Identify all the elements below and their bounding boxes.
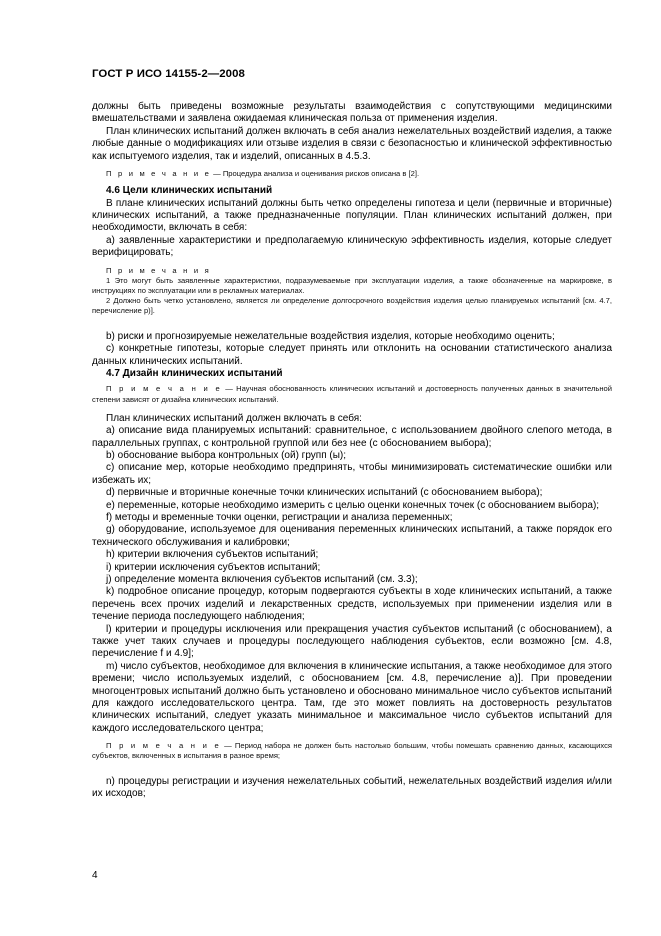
list-item: a) описание вида планируемых испытаний: сравнительное, с использованием двойного слепого метода, в параллельных группах, с контрольной группой или без нее (с обоснованием выбора);	[92, 425, 612, 449]
note	[92, 384, 612, 404]
note-text: — Научная обоснованность клинических испытаний и достоверность полученных данных в значительной степени зависят от дизайна клинических испытаний.	[92, 384, 612, 404]
note-item: 1 Это могут быть заявленные характеристики, подразумеваемые при эксплуатации изделия, а также обозначенные на маркировке, в инструкциях по эксплуатации или в рекламных материалах.	[92, 275, 612, 296]
list-item: j) определение момента включения субъектов испытаний (см. 3.3);	[106, 574, 418, 585]
list-item: a) заявленные характеристики и предполагаемую клиническую эффективность изделия, которые следует верифицировать;	[92, 234, 612, 259]
list-item: n) процедуры регистрации и изучения нежелательных событий, нежелательных воздействий изделия и/или их исходов;	[92, 775, 612, 800]
note-text: — Период набора не должен быть настолько большим, чтобы помешать сравнению данных, касающихся субъектов, включенных в испытания в разное время;	[92, 741, 612, 761]
list-item: k) подробное описание процедур, которым подвергаются субъекты в ходе клинических испытаний, а также перечень всех прочих изделий и лекарственных средств, используемых при применении изделия или в течение периода последующего наблюдения;	[92, 586, 612, 623]
page-number: 4	[92, 870, 98, 881]
list-item: d) первичные и вторичные конечные точки клинических испытаний (с обоснованием выбора);	[106, 487, 543, 499]
list-item: b) обоснование выбора контрольных (ой) групп (ы);	[106, 449, 347, 461]
list-item: c) конкретные гипотезы, которые следует принять или отклонить на основании статистического анализа данных клинических испытаний.	[92, 343, 612, 367]
list-item: i) критерии исключения субъектов испытаний;	[106, 561, 321, 573]
note-item: 2 Должно быть четко установлено, является ли определение долгосрочного воздействия изделия целью планируемых испытаний [см. 4.7, перечисление р)].	[92, 296, 612, 316]
list-item: c) описание мер, которые необходимо предпринять, чтобы минимизировать систематические ошибки или избежать их;	[92, 462, 612, 486]
list-item: h) критерии включения субъектов испытаний;	[106, 549, 319, 561]
list-item: f) методы и временные точки оценки, регистрации и анализа переменных;	[106, 511, 453, 523]
paragraph: В плане клинических испытаний должны быть четко определены гипотеза и цели (первичные и вторичные) клинических испытаний, а также предназначенные популяции. План клинических испытаний должен, при необходимости, включать в себя:	[92, 197, 612, 234]
paragraph: должны быть приведены возможные результаты взаимодействия с сопутствующими медицинскими вмешательствами и заявлена ожидаемая клиническая польза от применения изделия.	[92, 101, 612, 125]
note-text: — Процедура анализа и оценивания рисков описана в [2].	[211, 169, 420, 179]
list-item: m) число субъектов, необходимое для включения в клинические испытания, а также необходимое для этого времени; число используемых изделий, с обоснованием [см. 4.8, перечисление а)]. При проведении многоцентровых испытаний должно быть установлено и обосновано минимальное число субъектов испытаний для каждого исследовательского центра. Там, где это может повлиять на достоверность результатов клинических испытаний, следует указать минимальное и максимальное число субъектов испытаний для каждого исследовательского центра;	[92, 660, 612, 734]
notes-label: П р и м е ч а н и я	[106, 265, 211, 275]
section-heading-4-6: 4.6 Цели клинических испытаний	[106, 185, 273, 197]
page-header: ГОСТ Р ИСО 14155-2—2008	[92, 68, 245, 80]
list-item: l) критерии и процедуры исключения или прекращения участия субъектов испытаний (с обоснованием), а также учет таких случаев и процедуры последующего наблюдения субъектов, если возможно [см. 4.8, перечисление f и 4.9];	[92, 623, 612, 660]
note-label: П р и м е ч а н и е	[106, 741, 221, 751]
list-item: g) оборудование, используемое для оценивания переменных клинических испытаний, а также порядок его технического обслуживания и калибровки;	[92, 524, 612, 548]
note	[92, 741, 612, 761]
paragraph: План клинических испытаний должен включать в себя анализ нежелательных воздействий изделия, а также любые данные о модификациях или отзыве изделия в связи с безопасностью и клинической эффективностью как испытуемого изделия, так и изделий, описанных в 4.5.3.	[92, 125, 612, 162]
note-label: П р и м е ч а н и е	[106, 384, 222, 394]
note-label: П р и м е ч а н и е	[106, 169, 211, 179]
document-body	[92, 101, 612, 801]
list-item: b) риски и прогнозируемые нежелательные воздействия изделия, которые необходимо оценить;	[106, 330, 555, 342]
paragraph: План клинических испытаний должен включать в себя:	[106, 412, 362, 424]
note	[92, 169, 612, 179]
list-item: e) переменные, которые необходимо измерить с целью оценки конечных точек (с обоснованием выбора);	[106, 499, 600, 511]
section-heading-4-7: 4.7 Дизайн клинических испытаний	[106, 367, 283, 379]
